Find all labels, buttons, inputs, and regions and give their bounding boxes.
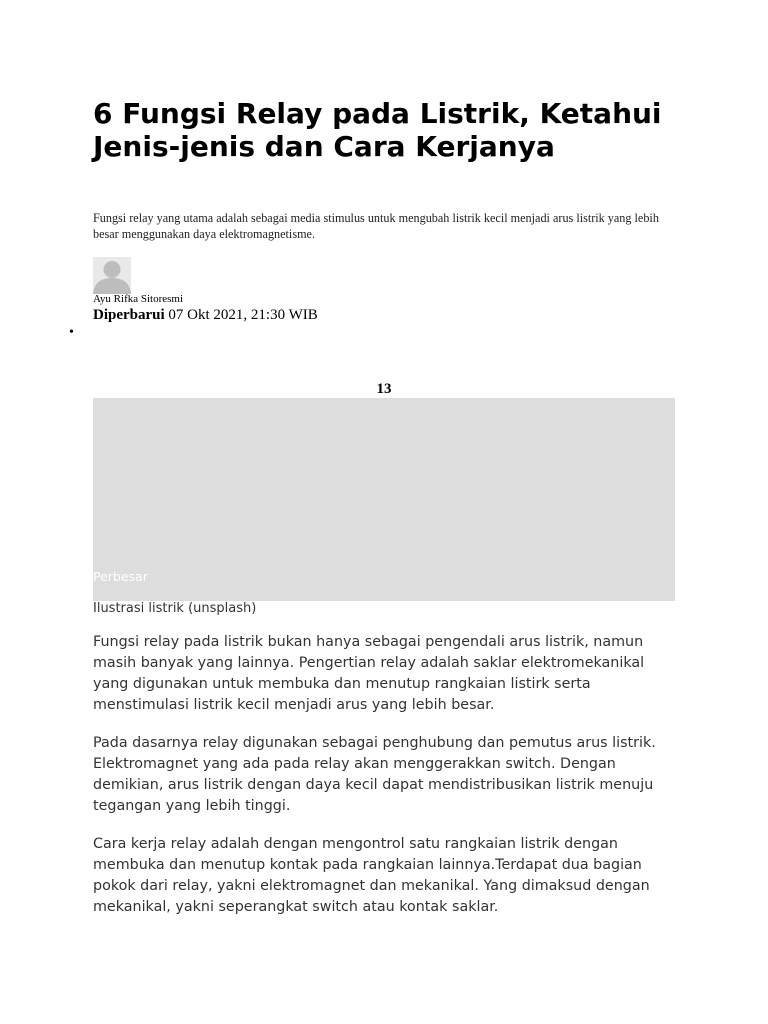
article-paragraph: Cara kerja relay adalah dengan mengontrol satu rangkaian listrik dengan membuka dan menutup kontak pada rangkaian lainnya.Terdapat dua bagian pokok dari relay, yakni elektromagnet dan mekanikal. Yang dimaksud dengan mekanikal, yakni seperangkat switch atau kontak saklar. xyxy=(93,836,650,915)
article-paragraph: Fungsi relay pada listrik bukan hanya sebagai pengendali arus listrik, namun masih banyak yang lainnya. Pengertian relay adalah saklar elektromekanikal yang digunakan untuk membuka dan menutup rangkaian listirk serta menstimulasi listrik kecil menjadi arus yang lebih besar. xyxy=(93,634,645,713)
photo-count: 13 xyxy=(376,381,392,397)
updated-value: 07 Okt 2021, 21:30 WIB xyxy=(164,307,318,323)
enlarge-button[interactable]: Perbesar xyxy=(93,569,148,584)
article-lead: Fungsi relay yang utama adalah sebagai media stimulus untuk mengubah listrik kecil menjadi arus listrik yang lebih besar menggunakan daya elektromagnetisme. xyxy=(93,211,659,241)
author-name[interactable]: Ayu Rifka Sitoresmi xyxy=(93,293,184,305)
author-avatar[interactable] xyxy=(93,257,131,294)
article-image[interactable] xyxy=(93,398,675,601)
image-caption: Ilustrasi listrik (unsplash) xyxy=(93,601,257,616)
person-silhouette-icon xyxy=(93,257,131,294)
list-bullet: • xyxy=(69,325,74,340)
updated-label: Diperbarui xyxy=(93,307,165,323)
article-title: 6 Fungsi Relay pada Listrik, Ketahui Jenis-jenis dan Cara Kerjanya xyxy=(93,97,662,163)
updated-timestamp xyxy=(93,306,318,324)
article-paragraph: Pada dasarnya relay digunakan sebagai penghubung dan pemutus arus listrik. Elektromagnet yang ada pada relay akan menggerakkan switch. Dengan demikian, arus listrik dengan daya kecil dapat mendistribusikan listrik menuju tegangan yang lebih tinggi. xyxy=(93,735,656,814)
